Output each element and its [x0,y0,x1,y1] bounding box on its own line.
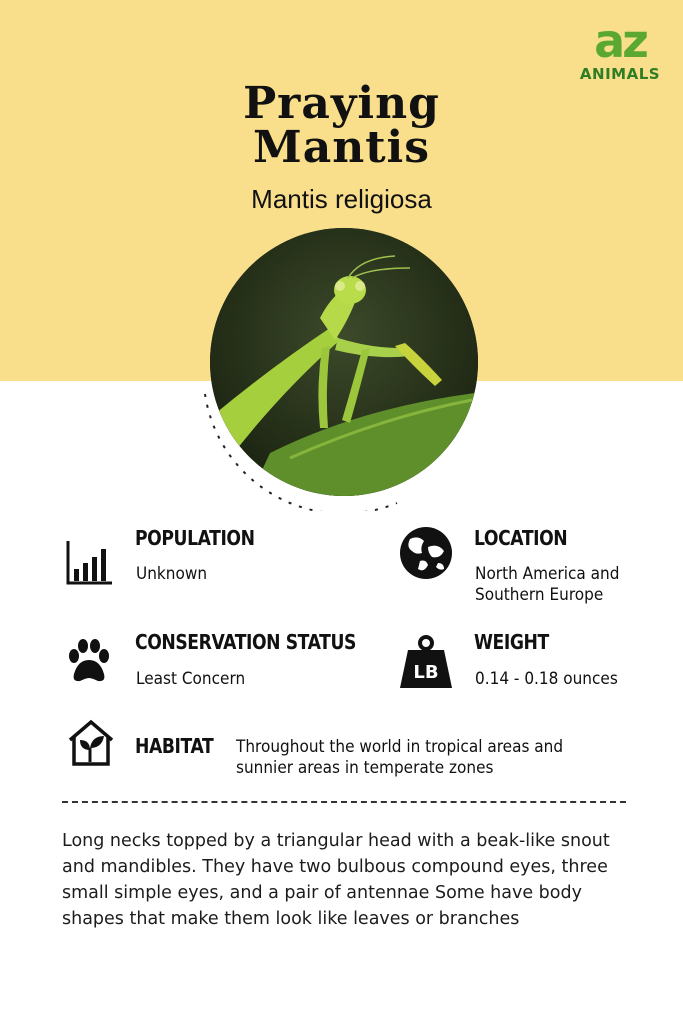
bar-chart-icon [64,537,114,587]
habitat-value [236,737,614,779]
conservation-status-value: Least Concern [136,669,246,689]
habitat-value-line-1: Throughout the world in tropical areas and [236,737,564,757]
population-label: POPULATION [135,526,255,550]
weight-label: WEIGHT [474,630,549,654]
weight-icon-text: LB [413,662,439,683]
page-title [150,78,533,173]
section-divider [62,801,626,803]
population-value: Unknown [136,564,208,584]
globe-icon [398,525,454,581]
location-value [475,564,619,606]
conservation-status-label: CONSERVATION STATUS [135,630,356,654]
house-plant-icon [66,718,116,768]
weight-icon [398,634,454,690]
paw-icon [64,636,114,686]
az-animals-logo[interactable] [578,14,668,86]
description-text: Long necks topped by a triangular head with a beak-like snout and mandibles. They have two bulbous compound eyes, three small simple eyes, and a pair of antennae Some have body shapes that make them look like leaves or branches [62,831,610,929]
logo-mark: az [594,14,646,68]
habitat-value-line-2: sunnier areas in temperate zones [236,758,494,778]
habitat-label: HABITAT [135,734,214,758]
weight-value: 0.14 - 0.18 ounces [475,669,618,689]
location-value-line-2: Southern Europe [475,585,604,605]
scientific-name: Mantis religiosa [251,184,432,214]
location-label: LOCATION [474,526,568,550]
mantis-illustration [210,228,478,496]
title-line-2: Mantis [252,122,430,173]
praying-mantis-photo [210,228,478,496]
logo-text: ANIMALS [579,65,661,83]
location-value-line-1: North America and [475,564,620,584]
title-line-1: Praying [243,78,440,129]
